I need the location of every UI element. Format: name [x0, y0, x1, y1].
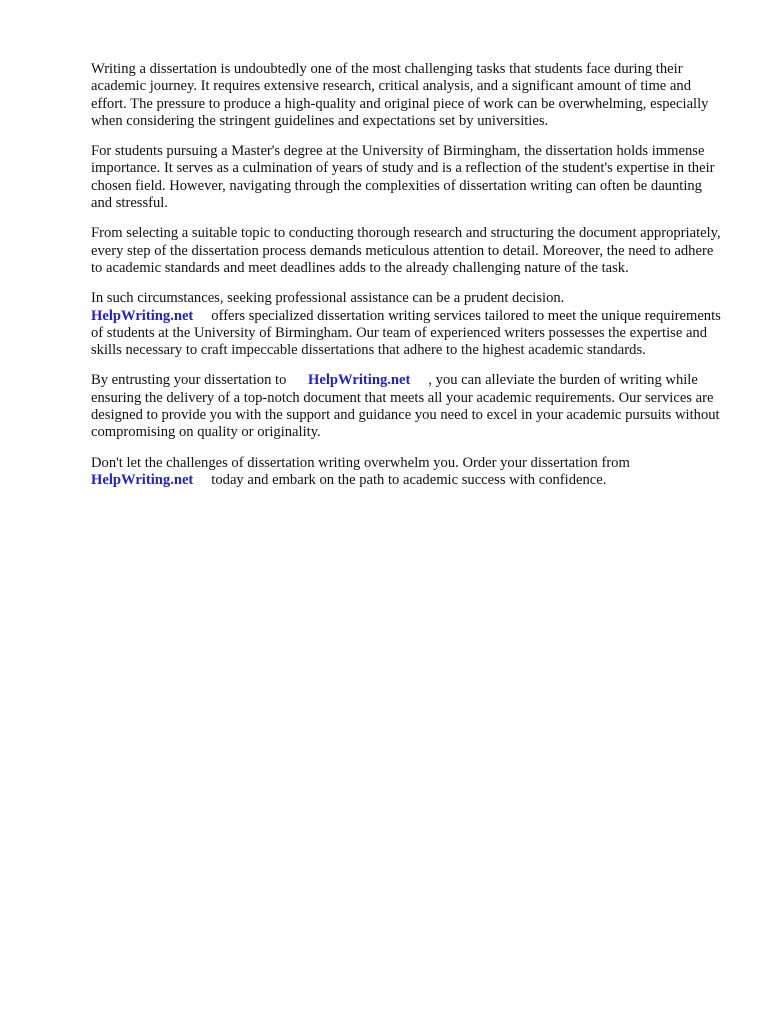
- paragraph-intro: Writing a dissertation is undoubtedly one of the most challenging tasks that students face during their academic journey. It requires extensive research, critical analysis, and a significant amount of time and effort. The pressure to produce a high-quality and original piece of work can be overwhelming, especially when considering the stringent guidelines and expectations set by universities.: [91, 61, 709, 129]
- helpwriting-link[interactable]: HelpWriting.net: [91, 471, 194, 488]
- paragraph-closing-text-start: Don't let the challenges of dissertation writing overwhelm you. Order your dissertation from: [91, 454, 630, 471]
- helpwriting-link[interactable]: HelpWriting.net: [308, 372, 411, 389]
- paragraph-assistance-text-end: offers specialized dissertation writing services tailored to meet the unique requirements of students at the University of Birmingham. Our team of experienced writers possesses the expertise and skills necessary to craft impeccable dissertations that adhere to the highest academic standards.: [91, 307, 721, 359]
- helpwriting-link[interactable]: HelpWriting.net: [91, 307, 194, 324]
- paragraph-closing-text-end: today and embark on the path to academic success with confidence.: [211, 471, 607, 488]
- paragraph-entrusting-text-start: By entrusting your dissertation to: [91, 372, 287, 389]
- paragraph-assistance-text-start: In such circumstances, seeking professional assistance can be a prudent decision.: [91, 290, 565, 307]
- paragraph-birmingham: For students pursuing a Master's degree at the University of Birmingham, the dissertation holds immense importance. It serves as a culmination of years of study and is a reflection of the student's expertise in their chosen field. However, navigating through the complexities of dissertation writing can often be daunting and stressful.: [91, 143, 715, 212]
- paragraph-assistance: [91, 290, 721, 359]
- paragraph-process: From selecting a suitable topic to conducting thorough research and structuring the document appropriately, every step of the dissertation process demands meticulous attention to detail. Moreover, the need to adhere to academic standards and meet deadlines adds to the already challenging nature of the task.: [91, 225, 721, 276]
- paragraph-closing: [91, 455, 721, 490]
- paragraph-entrusting-text-end: , you can alleviate the burden of writing while ensuring the delivery of a top-notch document that meets all your academic requirements. Our services are designed to provide you with the support and guidance you need to excel in your academic pursuits without compromising on quality or originality.: [91, 372, 720, 441]
- paragraph-entrusting: [91, 372, 721, 441]
- document-body: [91, 61, 721, 502]
